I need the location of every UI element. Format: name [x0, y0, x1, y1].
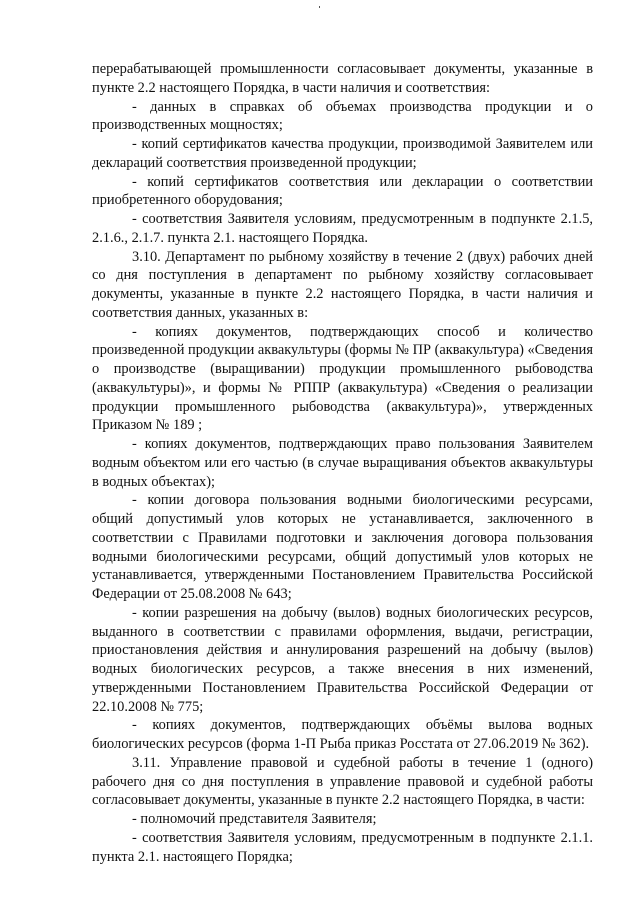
list-item: - копий сертификатов соответствия или декларации о соответствии приобретенного оборудования;: [92, 173, 593, 209]
list-item: - полномочий представителя Заявителя;: [132, 811, 377, 827]
list-item: - копий сертификатов качества продукции, производимой Заявителем или деклараций соответствия произведенной продукции;: [92, 136, 593, 171]
scan-speck: [319, 6, 320, 8]
clause-3-11: 3.11. Управление правовой и судебной работы в течение 1 (одного) рабочего дня со дня поступления в управление правовой и судебной работы согласовывает документы, указанные в пункте 2.2 настоящего Порядка, в части:: [92, 754, 593, 809]
clause-3-10: 3.10. Департамент по рыбному хозяйству в течение 2 (двух) рабочих дней со дня поступления в департамент по рыбному хозяйству согласовывает документы, указанные в пункте 2.2 настоящего Порядка, в части наличия и соответствия данных, указанных в:: [92, 248, 593, 321]
list-item: - копиях документов, подтверждающих способ и количество произведенной продукции аквакультуры (формы № ПР (аквакультура) «Сведения о производстве (выращивании) продукции промышленного рыбоводства (аквакультуры)», и формы № РППР (аквакультура) «Сведения о реализации продукции промышленного рыбоводства (аквакультура)», утвержденных Приказом № 189 ;: [92, 323, 593, 434]
list-item: - соответствия Заявителя условиям, предусмотренным в подпункте 2.1.5, 2.1.6., 2.1.7. пункта 2.1. настоящего Порядка.: [92, 211, 593, 246]
list-item: - копии разрешения на добычу (вылов) водных биологических ресурсов, выданного в соответствии с правилами оформления, выдачи, регистрации, приостановления действия и аннулирования разрешений на добычу (вылов) водных биологических ресурсов, а также внесения в них изменений, утвержденными Постановлением Правительства Российской Федерации от 22.10.2008 № 775;: [92, 604, 593, 715]
paragraph-intro-continuation: перерабатывающей промышленности согласовывает документы, указанные в пункте 2.2 настоящего Порядка, в части наличия и соответствия:: [92, 61, 593, 96]
document-body: [92, 60, 593, 866]
list-item: - соответствия Заявителя условиям, предусмотренным в подпункте 2.1.1. пункта 2.1. настоящего Порядка;: [92, 829, 593, 865]
list-item: - копиях документов, подтверждающих объёмы вылова водных биологических ресурсов (форма 1-П Рыба приказ Росстата от 27.06.2019 № 362).: [92, 717, 593, 752]
list-item: - копии договора пользования водными биологическими ресурсами, общий допустимый улов которых не устанавливается, заключенного в соответствии с Правилами подготовки и заключения договора пользования водными биологическими ресурсами, общий допустимый улов которых не устанавливается, утвержденными Постановлением Правительства Российской Федерации от 25.08.2008 № 643;: [92, 492, 593, 602]
list-item: - данных в справках об объемах производства продукции и о производственных мощностях;: [92, 98, 593, 134]
list-item: - копиях документов, подтверждающих право пользования Заявителем водным объектом или его частью (в случае выращивания объектов аквакультуры в водных объектах);: [92, 436, 593, 490]
